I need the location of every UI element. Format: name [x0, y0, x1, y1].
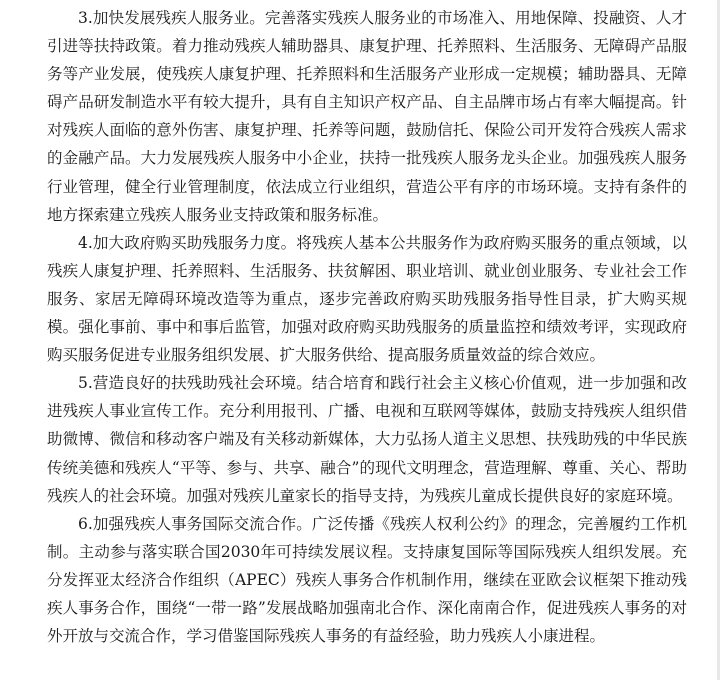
paragraph-social-environment: [47, 369, 687, 509]
paragraph-text: 结合培育和践行社会主义核心价值观，进一步加强和改进残疾人事业宣传工作。充分利用报刊、广播、电视和互联网等媒体，鼓励支持残疾人组织借助微博、微信和移动客户端及有关移动新媒体，大力弘扬人道主义思想、扶残助残的中华民族传统美德和残疾人“平等、参与、共享、融合”的现代文明理念，营造理解、尊重、关心、帮助残疾人的社会环境。加强对残疾儿童家长的指导支持，为残疾儿童成长提供良好的家庭环境。: [47, 374, 687, 505]
paragraph-text: 将残疾人基本公共服务作为政府购买服务的重点领域，以残疾人康复护理、托养照料、生活服务、扶贫解困、职业培训、就业创业服务、专业社会工作服务、家居无障碍环境改造等为重点，逐步完善政府购买助残服务指导性目录，扩大购买规模。强化事前、事中和事后监管，加强对政府购买助残服务的质量监控和绩效考评，实现政府购买服务促进专业服务组织发展、扩大服务供给、提高服务质量效益的综合效应。: [47, 233, 687, 365]
paragraph-text: 完善落实残疾人服务业的市场准入、用地保障、投融资、人才引进等扶持政策。着力推动残疾人辅助器具、康复护理、托养照料、生活服务、无障碍产品服务等产业发展，使残疾人康复护理、托养照料和生活服务产业形成一定规模；辅助器具、无障碍产品研发制造水平有较大提升，具有自主知识产权产品、自主品牌市场占有率大幅提高。针对残疾人面临的意外伤害、康复护理、托养等问题，鼓励信托、保险公司开发符合残疾人需求的金融产品。大力发展残疾人服务中小企业，扶持一批残疾人服务龙头企业。加强残疾人服务行业管理，健全行业管理制度，依法成立行业组织，营造公平有序的市场环境。支持有条件的地方探索建立残疾人服务业支持政策和服务标准。: [47, 9, 687, 224]
paragraph-heading: 6.加强残疾人事务国际交流合作。: [78, 514, 312, 533]
paragraph-international-cooperation: [47, 510, 687, 650]
paragraph-heading: 3.加快发展残疾人服务业。: [78, 9, 265, 27]
document-body: [47, 4, 687, 650]
paragraph-heading: 5.营造良好的扶残助残社会环境。: [78, 374, 312, 393]
paragraph-text: 广泛传播《残疾人权利公约》的理念，完善履约工作机制。主动参与落实联合国2030年可持续发展议程。支持康复国际等国际残疾人组织发展。充分发挥亚太经济合作组织（APEC）残疾人事务合作机制作用，继续在亚欧会议框架下推动残疾人事务合作，围绕“一带一路”发展战略加强南北合作、深化南南合作，促进残疾人事务的对外开放与交流合作，学习借鉴国际残疾人事务的有益经验，助力残疾人小康进程。: [47, 514, 687, 646]
paragraph-government-purchase: [47, 229, 687, 369]
paragraph-heading: 4.加大政府购买助残服务力度。: [78, 233, 297, 252]
paragraph-develop-service-industry: [47, 4, 687, 229]
